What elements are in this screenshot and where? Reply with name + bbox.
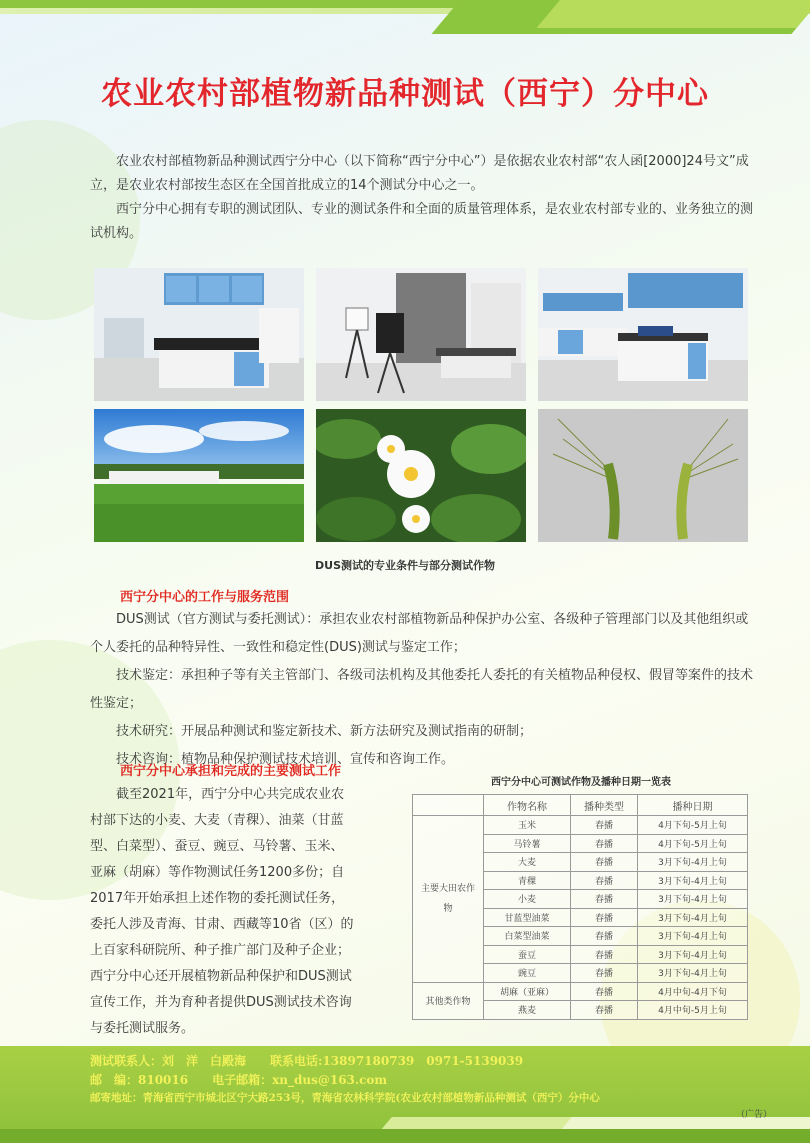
table-cell: 春播	[571, 982, 638, 1001]
table-cell: 3月下旬-4月上旬	[638, 871, 748, 890]
work-line: 宣传工作，并为育种者提供DUS测试技术咨询	[90, 995, 352, 1010]
table-cell: 3月下旬-4月上旬	[638, 853, 748, 872]
table-cell: 3月下旬-4月上旬	[638, 890, 748, 909]
table-cell: 马铃薯	[484, 834, 571, 853]
section-heading-work: 西宁分中心承担和完成的主要测试工作	[120, 764, 342, 779]
crop-schedule-table	[412, 794, 748, 1020]
photo-potato-flower	[316, 409, 526, 542]
photo-field	[94, 409, 304, 542]
intro-text	[90, 150, 760, 246]
table-cell: 春播	[571, 927, 638, 946]
table-header: 作物名称	[484, 795, 571, 816]
service-item: DUS测试（官方测试与委托测试）：承担农业农村部植物新品种保护办公室、各级种子管理部门以及其他组织或个人委托的品种特异性、一致性和稳定性(DUS)测试与鉴定工作；	[90, 612, 749, 655]
table-row	[413, 816, 748, 835]
table-cell: 白菜型油菜	[484, 927, 571, 946]
work-line: 亚麻（胡麻）等作物测试任务1200多份；自	[90, 865, 345, 880]
table-cell: 春播	[571, 964, 638, 983]
work-line: 与委托测试服务。	[90, 1021, 195, 1036]
table-header: 播种类型	[571, 795, 638, 816]
table-cell: 3月下旬-4月上旬	[638, 908, 748, 927]
work-line: 型、白菜型）、蚕豆、豌豆、马铃薯、玉米、	[90, 839, 344, 854]
work-line: 2017年开始承担上述作物的委托测试任务，	[90, 891, 345, 906]
table-cell: 3月下旬-4月上旬	[638, 945, 748, 964]
work-line: 截至2021年，西宁分中心共完成农业农	[116, 787, 345, 802]
table-cell: 燕麦	[484, 1001, 571, 1020]
table-cell: 大麦	[484, 853, 571, 872]
table-cell: 4月下旬-5月上旬	[638, 816, 748, 835]
intro-paragraph-2: 西宁分中心拥有专职的测试团队、专业的测试条件和全面的质量管理体系，是农业农村部专业的、业务独立的测试机构。	[90, 202, 754, 241]
work-line: 上百家科研院所、种子推广部门及种子企业；	[90, 943, 351, 958]
table-cell: 4月中旬-5月上旬	[638, 1001, 748, 1020]
table-group-main	[413, 816, 484, 983]
services-text	[90, 606, 760, 774]
group-label: 主要大田农作物	[420, 883, 475, 914]
table-cell: 4月下旬-5月上旬	[638, 834, 748, 853]
table-cell: 甘蓝型油菜	[484, 908, 571, 927]
table-title: 西宁分中心可测试作物及播种日期一览表	[491, 777, 671, 788]
table-cell: 3月下旬-4月上旬	[638, 964, 748, 983]
table-cell: 春播	[571, 908, 638, 927]
contact-people: 测试联系人：刘 洋 白殿海 联系电话:13897180739 0971-5139039	[90, 1054, 524, 1068]
table-cell: 春播	[571, 853, 638, 872]
table-cell: 春播	[571, 945, 638, 964]
work-text	[90, 782, 390, 1042]
table-cell: 春播	[571, 1001, 638, 1020]
table-cell: 春播	[571, 834, 638, 853]
contact-email: 邮 编：810016 电子邮箱：xn_dus@163.com	[90, 1073, 388, 1087]
table-cell: 小麦	[484, 890, 571, 909]
work-line: 委托人涉及青海、甘肃、西藏等10省（区）的	[90, 917, 354, 932]
table-cell: 青稞	[484, 871, 571, 890]
work-line: 西宁分中心还开展植物新品种保护和DUS测试	[90, 969, 352, 984]
contact-address: 邮寄地址：青海省西宁市城北区宁大路253号，青海省农林科学院(农业农村部植物新品种测试（西宁）分中心	[90, 1092, 600, 1104]
photo-grid	[94, 268, 750, 542]
page-title: 农业农村部植物新品种测试（西宁）分中心	[101, 76, 709, 112]
top-decoration	[0, 0, 810, 36]
work-line: 村部下达的小麦、大麦（青稞）、油菜（甘蓝	[90, 813, 344, 828]
photo-lab-1	[94, 268, 304, 401]
section-heading-services: 西宁分中心的工作与服务范围	[120, 590, 290, 605]
photo-barley	[538, 409, 748, 542]
table-cell: 玉米	[484, 816, 571, 835]
table-cell: 胡麻（亚麻）	[484, 982, 571, 1001]
table-cell: 4月中旬-4月下旬	[638, 982, 748, 1001]
service-item: 技术鉴定：承担种子等有关主管部门、各级司法机构及其他委托人委托的有关植物品种侵权、假冒等案件的技术性鉴定；	[90, 668, 754, 711]
photo-caption: DUS测试的专业条件与部分测试作物	[315, 559, 495, 572]
table-cell: 豌豆	[484, 964, 571, 983]
table-cell: 蚕豆	[484, 945, 571, 964]
photo-lab-2	[538, 268, 748, 401]
intro-paragraph-1: 农业农村部植物新品种测试西宁分中心（以下简称“西宁分中心”）是依据农业农村部“农人函[2000]24号文”成立，是农业农村部按生态区在全国首批成立的14个测试分中心之一。	[90, 154, 749, 193]
ad-label: （广告）	[735, 1110, 772, 1120]
table-cell: 春播	[571, 871, 638, 890]
table-row	[413, 982, 748, 1001]
table-cell: 春播	[571, 816, 638, 835]
table-cell: 春播	[571, 890, 638, 909]
table-group-other: 其他类作物	[413, 982, 484, 1019]
service-item: 技术研究：开展品种测试和鉴定新技术、新方法研究及测试指南的研制；	[116, 724, 533, 739]
service-item: 技术咨询：植物品种保护测试技术培训、宣传和咨询工作。	[116, 752, 455, 767]
table-header: 播种日期	[638, 795, 748, 816]
table-header-empty	[413, 795, 484, 816]
table-header-row	[413, 795, 748, 816]
photo-studio	[316, 268, 526, 401]
table-cell: 3月下旬-4月上旬	[638, 927, 748, 946]
